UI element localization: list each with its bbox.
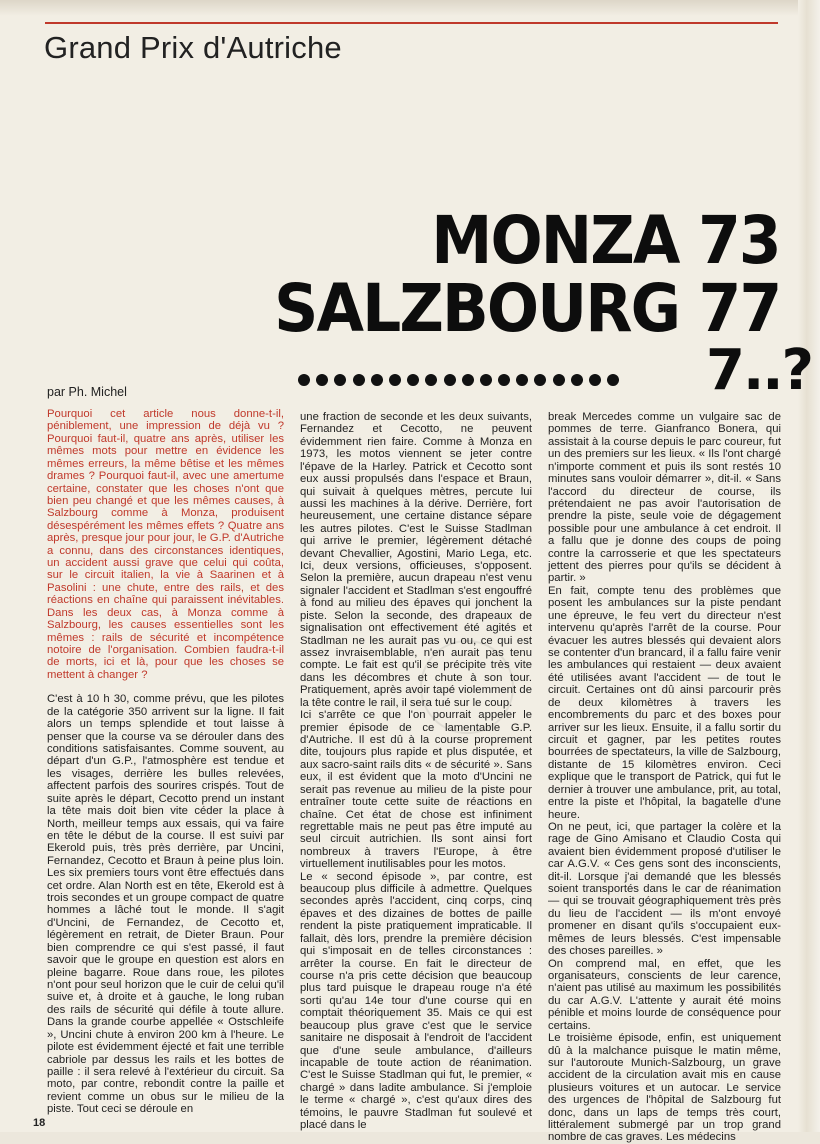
headline-dot bbox=[425, 374, 437, 386]
page-right-edge bbox=[798, 0, 820, 1132]
article-column-1 bbox=[47, 408, 284, 1116]
intro-paragraph: Pourquoi cet article nous donne-t-il, péniblement, une impression de déjà vu ? Pourquoi faut-il, quatre ans après, utiliser les mêmes mots pour mettre en évidence les mêmes erreurs, la même bêtise et les mêmes drames ? Pourquoi faut-il, avec une amertume certaine, constater que les choses n'ont que bien peu changé et que les mêmes causes, à Salzbourg comme à Monza, produisent désespérément les mêmes effets ? Quatre ans après, presque jour pour jour, le G.P. d'Autriche a connu, dans des circonstances identiques, un accident aussi grave que celui qui coûta, sur le circuit italien, la vie à Saarinen et à Pasolini : une chute, entre des rails, et des réactions en chaîne qui paraissent inévitables. Dans les deux cas, à Monza comme à Salzbourg, les causes essentielles sont les mêmes : rails de sécurité et incompétence notoire de l'organisation. Combien faudra-t-il de morts, ici et là, pour que les choses se mettent à changer ? bbox=[47, 408, 284, 681]
headline-line-1: MONZA 73 bbox=[431, 202, 780, 279]
body-paragraph: C'est à 10 h 30, comme prévu, que les pilotes de la catégorie 350 arrivent sur la ligne. Il fait alors un temps splendide et tout laisse à penser que la course va se dérouler dans des conditions satisfaisantes. Comme souvent, au départ d'un G.P., l'atmosphère est tendue et les visages, derrière les bulles relevées, affectent parfois des sourires crispés. Tout de suite après le départ, Cecotto prend un instant la tête mais doit bien vite céder la place à North, meilleur temps aux essais, qui va faire en tête le début de la course. Il est suivi par Ekerold puis, très près derrière, par Uncini, Fernandez, Cecotto et Braun à peine plus loin. Les six premiers tours vont être effectués dans cet ordre. Alan North est en tête, Ekerold est à trois secondes et un groupe compact de quatre hommes a lâché tout le monde. Il s'agit d'Uncini, de Fernandez, de Cecotto et, légèrement en retrait, de Dieter Braun. Pour bien comprendre ce qui s'est passé, il faut savoir que le groupe en question est alors en pleine bagarre. Roue dans roue, les pilotes n'ont pour seul horizon que le cuir de celui qu'il suive et, à droite et à gauche, le long ruban des rails de sécurité qui défile à toute allure. Dans la grande courbe appellée « Ostschleife », Uncini chute à environ 200 km à l'heure. Le pilote est évidemment éjecté et fait une terrible cabriole par dessus les rails et les bottes de paille : il sera relevé à l'extérieur du circuit. Sa moto, par contre, rebondit contre la paille et revient comme un obus sur le milieu de la piste. Tout ceci se déroule en bbox=[47, 693, 284, 1116]
byline: par Ph. Michel bbox=[47, 385, 127, 399]
headline-dot bbox=[389, 374, 401, 386]
headline-dot bbox=[407, 374, 419, 386]
body-paragraph: break Mercedes comme un vulgaire sac de pommes de terre. Gianfranco Bonera, qui assistait à la course depuis le parc coureur, fut un des premiers sur les lieux. « Ils l'ont chargé n'importe comment et puis ils sont restés 10 minutes sans vouloir démarrer », dit-il. « Sans l'accord du directeur de course, ils prétendaient ne pas avoir l'autorisation de prendre la piste, seule voie de dégagement possible pour une ambulance à cet endroit. Il a fallu que je donne des coups de poing contre la carrosserie et que les spectateurs jettent des pierres pour qu'ils se décident à partir. » bbox=[548, 411, 781, 585]
article-column-3 bbox=[548, 411, 781, 1144]
headline-dot bbox=[316, 374, 328, 386]
headline-dots bbox=[298, 374, 619, 386]
headline-dot bbox=[607, 374, 619, 386]
headline-dot bbox=[353, 374, 365, 386]
headline-dot bbox=[444, 374, 456, 386]
body-paragraph: Le « second épisode », par contre, est beaucoup plus difficile à admettre. Quelques secondes après l'accident, cinq corps, cinq épaves et des dizaines de bottes de paille rendent la piste pratiquement impraticable. Il fallait, dès lors, prendre la première décision qui s'imposait en de telles circonstances : arrêter la course. En fait le directeur de course n'a pris cette décision que beaucoup plus tard puisque le drapeau rouge n'a été sorti qu'au 14e tour d'une course qui en comptait théoriquement 35. Mais ce qui est beaucoup plus grave c'est que le service sanitaire ne disposait à l'endroit de l'accident que d'une seule ambulance, d'ailleurs incapable de toute action de réanimation. C'est le Suisse Stadlman qui fut, le premier, « chargé » dans ladite ambulance. Si j'emploie le terme « chargé », c'est qu'aux dires des témoins, le pauvre Stadlman fut soulevé et placé dans le bbox=[300, 870, 532, 1132]
headline-dot bbox=[462, 374, 474, 386]
headline-dot bbox=[571, 374, 583, 386]
headline-dot bbox=[480, 374, 492, 386]
headline-dot bbox=[534, 374, 546, 386]
headline-dot bbox=[516, 374, 528, 386]
headline-dot bbox=[498, 374, 510, 386]
header-rule bbox=[45, 22, 778, 24]
headline-dot bbox=[371, 374, 383, 386]
headline-line-3: 7..? bbox=[706, 338, 812, 403]
headline-line-2: SALZBOURG 77 bbox=[273, 270, 780, 347]
body-paragraph: On ne peut, ici, que partager la colère et la rage de Gino Amisano et Claudio Costa qui avaient bien évidemment proposé d'utiliser le car A.G.V. « Ces gens sont des inconscients, dit-il. Lorsque j'ai demandé que les blessés soient transportés dans le car de réanimation — qui se trouvait géographiquement très près du lieu de l'accident — ils m'ont envoyé promener en disant qu'ils s'occupaient eux-mêmes de leurs blessés. C'est impensable des choses pareilles. » bbox=[548, 820, 781, 958]
headline-dot bbox=[553, 374, 565, 386]
body-paragraph: En fait, compte tenu des problèmes que posent les ambulances sur la piste pendant une épreuve, le feu vert du directeur n'est intervenu qu'après l'arrêt de la course. Pour évacuer les autres blessés qui devaient alors se contenter d'un brancard, il a fallu faire venir les ambulances qui restaient — deux avaient été utilisées avant l'accident — de tout le circuit. Certaines ont dû ainsi parcourir près de deux kilomètres à travers les encombrements du parc et des boxes pour arriver sur les lieux. Ensuite, il a fallu sortir du circuit et gagner, par les petites routes bourrées de spectateurs, la ville de Salzbourg, distante de 15 kilomètres environ. Ceci explique que le transport de Patrick, qui fut le dernier à trouver une ambulance, prit, au total, entre la piste et l'hôpital, la bagatelle d'une heure. bbox=[548, 584, 781, 821]
body-paragraph: une fraction de seconde et les deux suivants, Fernandez et Cecotto, ne peuvent évidemment rien faire. Comme à Monza en 1973, les motos viennent se jeter contre l'épave de la Harley. Patrick et Cecotto sont eux aussi propulsés dans l'espace et Braun, qui suivait à quelques mètres, percute lui aussi les machines à la dérive. Derrière, fort heureusement, une certaine distance sépare les autres pilotes. C'est le Suisse Stadlman qui arrive le premier, légèrement détaché devant Chevallier, Agostini, Mario Lega, etc. Ici, deux versions, officieuses, s'opposent. Selon la première, aucun drapeau n'est venu signaler l'accident et Stadlman s'est engouffré à fond au milieu des épaves qui jonchent la piste. Selon la seconde, des drapeaux de signalisation ont effectivement été agités et Stadlman ne les aurait pas vu ou, ce qui est assez invraisemblable, n'en aurait pas tenu compte. Le fait est qu'il se précipite très vite dans les décombres et chute à son tour. Pratiquement, après avoir tapé violemment de la tête contre le rail, il sera tué sur le coup. bbox=[300, 411, 532, 709]
headline-dot bbox=[298, 374, 310, 386]
headline-dot bbox=[334, 374, 346, 386]
body-paragraph: On comprend mal, en effet, que les organisateurs, conscients de leur carence, n'aient pas utilisé au maximum les possibilités du car A.G.V. L'attente y aurait été moins pénible et moins lourde de conséquence pour certains. bbox=[548, 957, 781, 1032]
body-paragraph: Le troisième épisode, enfin, est uniquement dû à la malchance puisque le matin même, sur l'autoroute Munich-Salzbourg, un grave accident de la circulation avait mis en cause plusieurs voitures et un autocar. Le service des urgences de l'hôpital de Salzbourg fut donc, dans un laps de temps très court, littéralement submergé par un trop grand nombre de cas graves. Les médecins bbox=[548, 1032, 781, 1144]
section-title: Grand Prix d'Autriche bbox=[44, 30, 342, 65]
headline-dot bbox=[589, 374, 601, 386]
article-column-2 bbox=[300, 411, 532, 1131]
page-number: 18 bbox=[33, 1117, 46, 1129]
body-paragraph: Ici s'arrête ce que l'on pourrait appeler le premier épisode de ce lamentable G.P. d'Autriche. Il est dû à la course proprement dite, toujours plus rapide et plus disputée, et aux sacro-saint rails dits « de sécurité ». Sans eux, il est évident que la moto d'Uncini ne serait pas revenue au milieu de la piste pour entraîner toute cette suite de réactions en chaîne. Cet état de chose est infiniment regrettable mais ne peut pas être imputé au seul circuit autrichien. Ils sont ainsi fort nombreux à travers l'Europe, à être virtuellement inutilisables pour les motos. bbox=[300, 709, 532, 871]
page-top-shadow bbox=[0, 0, 820, 16]
